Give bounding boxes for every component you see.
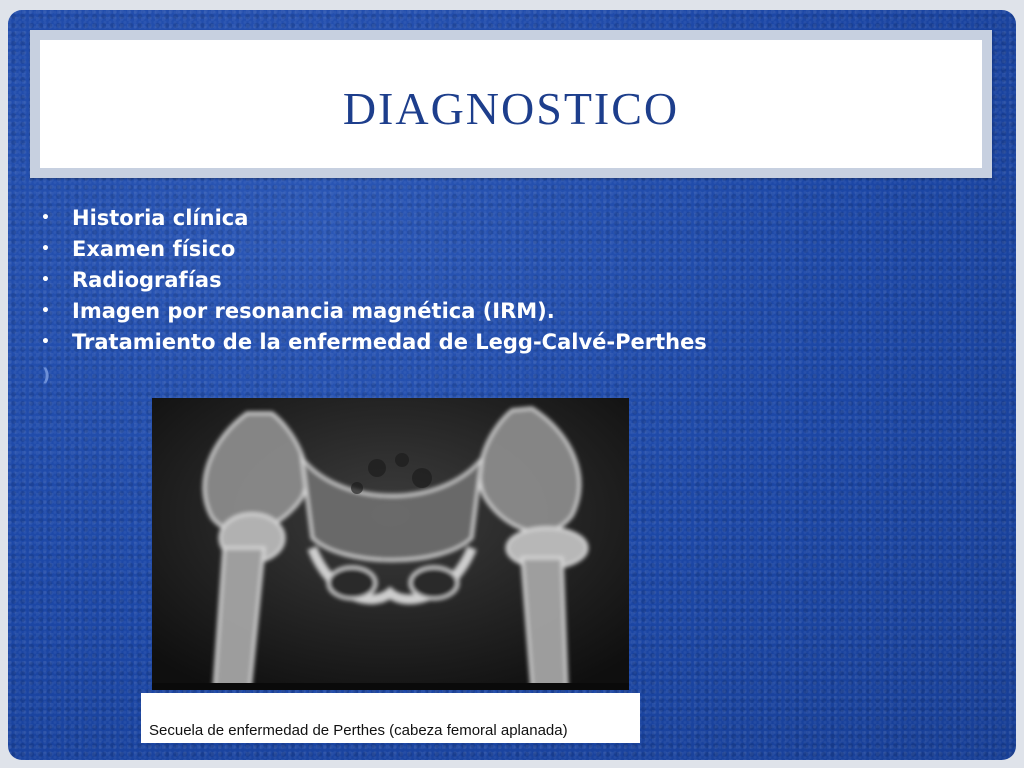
bullet-icon: • xyxy=(41,241,50,257)
image-caption: Secuela de enfermedad de Perthes (cabeza femoral aplanada) xyxy=(149,722,568,739)
pelvis-xray-image xyxy=(152,398,629,690)
bullet-item xyxy=(38,296,707,327)
bullet-text: Historia clínica xyxy=(72,206,249,230)
image-caption-box xyxy=(141,693,640,743)
bullet-icon: • xyxy=(41,303,50,319)
bullet-text: Tratamiento de la enfermedad de Legg-Calvé-Perthes xyxy=(72,330,707,354)
bullet-text: Radiografías xyxy=(72,268,222,292)
bullet-item xyxy=(38,203,707,234)
bullet-icon: • xyxy=(41,334,50,350)
bullet-item xyxy=(38,327,707,358)
bullet-icon: • xyxy=(41,210,50,226)
bullet-item xyxy=(38,265,707,296)
slide xyxy=(8,10,1016,760)
title-frame xyxy=(30,30,992,178)
bullet-list xyxy=(38,203,707,358)
xray-graphic xyxy=(152,398,629,690)
stray-mark: ) xyxy=(42,365,51,386)
title-box xyxy=(40,40,982,168)
bullet-icon: • xyxy=(41,272,50,288)
slide-title: DIAGNOSTICO xyxy=(342,82,680,134)
bullet-text: Examen físico xyxy=(72,237,236,261)
bullet-item xyxy=(38,234,707,265)
bullet-text: Imagen por resonancia magnética (IRM). xyxy=(72,299,555,323)
